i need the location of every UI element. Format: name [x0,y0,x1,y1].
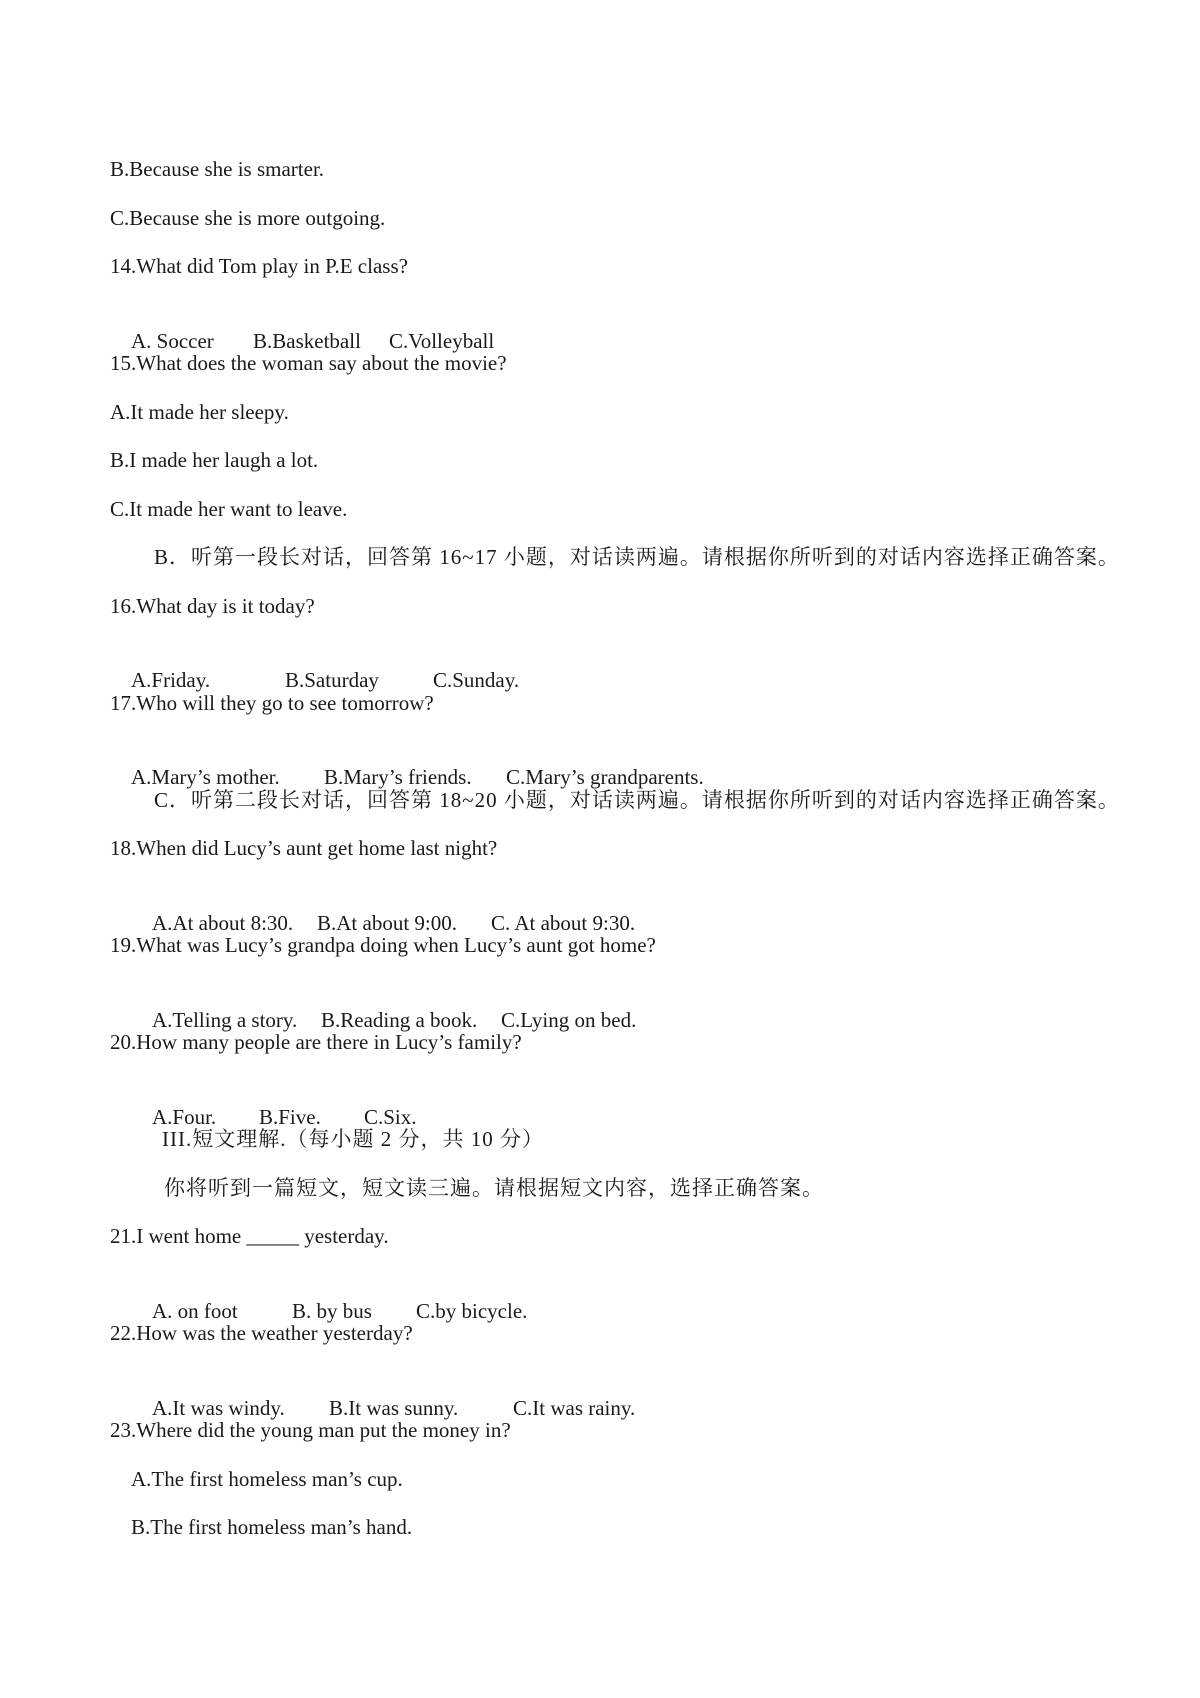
q19-option-c: C.Lying on bed. [501,1008,637,1032]
question-23: 23.Where did the young man put the money in? [110,1418,511,1442]
q14-option-b: B.Basketball [253,329,361,353]
q16-option-c: C.Sunday. [433,668,520,692]
section-iii-instruction: 你将听到一篇短文，短文读三遍。请根据短文内容，选择正确答案。 [164,1176,824,1200]
q14-option-a: A. Soccer [131,329,214,353]
question-17: 17.Who will they go to see tomorrow? [110,691,434,715]
question-15: 15.What does the woman say about the movie? [110,351,507,375]
section-b-instruction: B．听第一段长对话，回答第 16~17 小题，对话读两遍。请根据你所听到的对话内容选择正确答案。 [154,545,1120,569]
q18-option-c: C. At about 9:30. [491,911,636,935]
question-14: 14.What did Tom play in P.E class? [110,254,408,278]
q21-option-b: B. by bus [292,1299,372,1323]
q16-option-b: B.Saturday [285,668,379,692]
question-21: 21.I went home _____ yesterday. [110,1224,389,1248]
q15-option-c: C.It made her want to leave. [110,497,348,521]
q20-option-b: B.Five. [259,1105,321,1129]
q22-option-c: C.It was rainy. [513,1396,636,1420]
question-22: 22.How was the weather yesterday? [110,1321,413,1345]
q22-option-a: A.It was windy. [152,1396,285,1420]
q21-option-c: C.by bicycle. [416,1299,528,1323]
q16-option-a: A.Friday. [131,668,211,692]
q20-option-c: C.Six. [364,1105,417,1129]
q19-option-a: A.Telling a story. [152,1008,298,1032]
q17-option-c: C.Mary’s grandparents. [506,765,704,789]
q18-option-a: A.At about 8:30. [152,911,294,935]
q17-option-a: A.Mary’s mother. [131,765,280,789]
q23-option-b: B.The first homeless man’s hand. [131,1515,413,1539]
q13-option-b: B.Because she is smarter. [110,157,325,181]
q15-option-b: B.I made her laugh a lot. [110,448,319,472]
question-18: 18.When did Lucy’s aunt get home last night? [110,836,498,860]
question-19: 19.What was Lucy’s grandpa doing when Lucy’s aunt got home? [110,933,656,957]
q23-option-a: A.The first homeless man’s cup. [131,1467,403,1491]
q18-option-b: B.At about 9:00. [317,911,457,935]
question-20: 20.How many people are there in Lucy’s family? [110,1030,522,1054]
section-c-instruction: C．听第二段长对话，回答第 18~20 小题，对话读两遍。请根据你所听到的对话内容选择正确答案。 [154,788,1120,812]
q21-option-a: A. on foot [152,1299,238,1323]
q13-option-c: C.Because she is more outgoing. [110,206,386,230]
q22-option-b: B.It was sunny. [329,1396,459,1420]
q15-option-a: A.It made her sleepy. [110,400,289,424]
q14-option-c: C.Volleyball [389,329,495,353]
q20-option-a: A.Four. [152,1105,217,1129]
section-iii-heading: III.短文理解.（每小题 2 分，共 10 分） [162,1127,544,1151]
question-16: 16.What day is it today? [110,594,315,618]
q19-option-b: B.Reading a book. [321,1008,478,1032]
q17-option-b: B.Mary’s friends. [324,765,472,789]
